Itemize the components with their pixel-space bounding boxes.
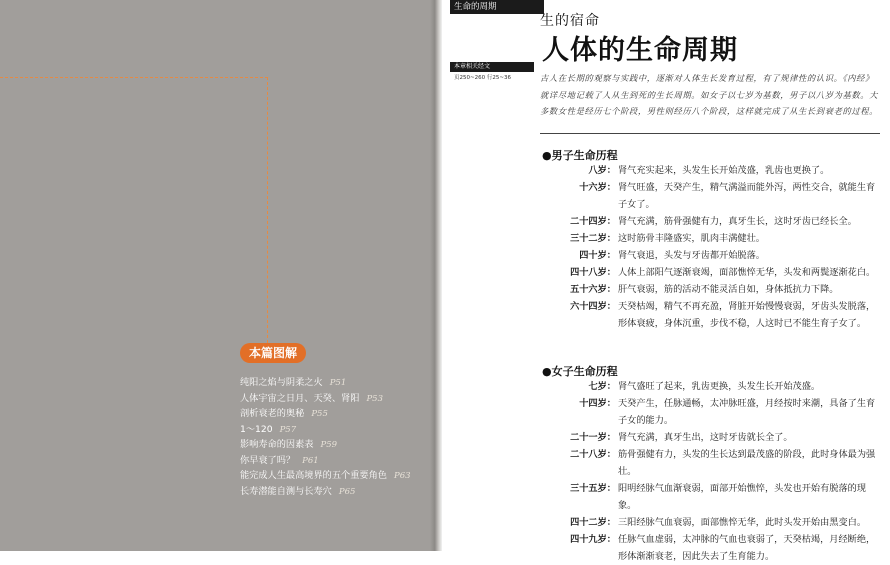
- age-label: 七岁：: [588, 381, 616, 392]
- age-label: 十六岁：: [579, 182, 616, 193]
- age-label: 二十四岁：: [570, 216, 616, 227]
- toc-item[interactable]: 影响寿命的因素表 P59: [240, 439, 338, 450]
- toc-page-number: P59: [320, 440, 338, 450]
- list-item: [552, 264, 882, 281]
- list-item: [552, 446, 882, 480]
- age-label: 五十六岁：: [570, 284, 616, 295]
- list-item: [552, 480, 882, 514]
- age-label: 四十二岁：: [570, 517, 616, 528]
- list-item: [552, 298, 882, 332]
- list-item: [552, 395, 882, 429]
- age-description: 天癸产生，任脉通畅，太冲脉旺盛，月经按时来潮，具备了生育子女的能力。: [618, 398, 876, 426]
- age-label: 三十二岁：: [570, 233, 616, 244]
- list-item: [552, 429, 882, 446]
- book-gutter: [430, 0, 442, 551]
- age-description: 肾气盛旺了起来，乳齿更换，头发生长开始茂盛。: [618, 381, 821, 392]
- decorative-dashed-line-vertical: [267, 77, 268, 343]
- toc-page-number: P65: [338, 486, 356, 497]
- list-item: [552, 213, 882, 230]
- male-section-heading: ●男子生命历程: [542, 149, 618, 162]
- list-item: [552, 230, 882, 247]
- list-item: [552, 247, 882, 264]
- age-description: 肾气衰退，头发与牙齿都开始脱落。: [618, 250, 765, 261]
- age-description: 天癸枯竭，精气不再充盈，肾脏开始慢慢衰弱，牙齿头发脱落，形体衰疲，身体沉重，步伐不稳，人这时已不能生育子女了。: [618, 301, 876, 329]
- age-description: 肾气充实起来，头发生长开始茂盛，乳齿也更换了。: [618, 165, 830, 176]
- toc-item[interactable]: 1～120 P57: [240, 423, 297, 435]
- age-description: 肝气衰弱，筋的活动不能灵活自如，身体抵抗力下降。: [618, 284, 839, 295]
- age-description: 肾气充满，真牙生出，这时牙齿就长全了。: [618, 432, 793, 443]
- age-description: 阳明经脉气血渐衰弱，面部开始憔悴，头发也开始有脱落的现象。: [618, 483, 867, 511]
- toc-item[interactable]: 长寿潜能自测与长寿穴 P65: [240, 485, 356, 497]
- list-item: [552, 179, 882, 213]
- age-label: 四十八岁：: [570, 267, 616, 278]
- age-label: 四十岁：: [579, 250, 616, 261]
- list-item: [552, 281, 882, 298]
- page-title: 人体的生命周期: [542, 35, 738, 66]
- age-label: 八岁：: [588, 165, 616, 176]
- age-label: 四十九岁：: [570, 534, 616, 545]
- toc-item[interactable]: 你早衰了吗？ P61: [240, 454, 319, 466]
- toc-page-number: P55: [311, 409, 328, 419]
- reference-label: 本章相关经文: [450, 62, 534, 72]
- reference-pages: 页250~260 行25~36: [454, 75, 511, 81]
- age-label: 三十五岁：: [570, 483, 616, 494]
- age-description: 三阳经脉气血衰弱，面部憔悴无华，此时头发开始由黑变白。: [618, 517, 867, 528]
- age-description: 人体上部阳气逐渐衰竭，面部憔悴无华，头发和两鬓逐渐花白。: [618, 267, 876, 278]
- toc-page-number: P63: [394, 471, 411, 481]
- toc-page-number: P61: [302, 455, 319, 466]
- age-label: 十四岁：: [579, 398, 616, 409]
- age-label: 二十一岁：: [570, 432, 616, 443]
- female-section-heading: ●女子生命历程: [542, 365, 618, 378]
- intro-paragraph: 古人在长期的观察与实践中，逐渐对人体生长发育过程，有了规律性的认识。《内经》就详尽地记载了人从生到死的生长周期。如女子以七岁为基数，男子以八岁为基数。大多数女性是经历七个阶段，男性则经历八个阶段，这样就完成了从生长到衰老的过程。: [540, 73, 879, 116]
- running-header: 生命的周期: [450, 0, 544, 14]
- list-item: [552, 531, 882, 565]
- section-badge: 本篇图解: [240, 343, 306, 363]
- list-item: [552, 378, 882, 395]
- left-page: [0, 0, 438, 551]
- age-label: 六十四岁：: [570, 301, 616, 312]
- toc-item[interactable]: 能完成人生最高境界的五个重要角色 P63: [240, 470, 411, 481]
- chapter-kicker: 生的宿命: [540, 13, 600, 29]
- age-description: 筋骨强健有力，头发的生长达到最茂盛的阶段，此时身体最为强壮。: [618, 449, 876, 477]
- age-description: 任脉气血虚弱，太冲脉的气血也衰弱了，天癸枯竭，月经断绝，形体渐渐衰老，因此失去了生育能力。: [618, 534, 876, 562]
- age-label: 二十八岁：: [570, 449, 616, 460]
- toc-page-number: P53: [366, 393, 383, 404]
- age-description: 肾气旺盛，天癸产生，精气满溢而能外泻，两性交合，就能生育子女了。: [618, 182, 876, 210]
- toc-item[interactable]: 人体宇宙之日月、天癸、肾阳 P53: [240, 392, 383, 404]
- toc-item[interactable]: 纯阳之焰与阴柔之火 P51: [240, 377, 347, 388]
- female-stage-list: [552, 378, 882, 565]
- male-stage-list: [552, 162, 882, 332]
- toc-page-number: P57: [279, 424, 297, 435]
- right-page: [442, 0, 890, 562]
- illustration-toc: [240, 375, 436, 499]
- decorative-dashed-line: [0, 77, 268, 78]
- age-description: 肾气充满，筋骨强健有力，真牙生长，这时牙齿已经长全。: [618, 216, 857, 227]
- toc-page-number: P51: [329, 378, 347, 388]
- divider: [540, 133, 880, 134]
- age-description: 这时筋骨丰隆盛实，肌肉丰满健壮。: [618, 233, 765, 244]
- list-item: [552, 162, 882, 179]
- list-item: [552, 514, 882, 531]
- toc-item[interactable]: 剖析衰老的奥秘 P55: [240, 408, 328, 419]
